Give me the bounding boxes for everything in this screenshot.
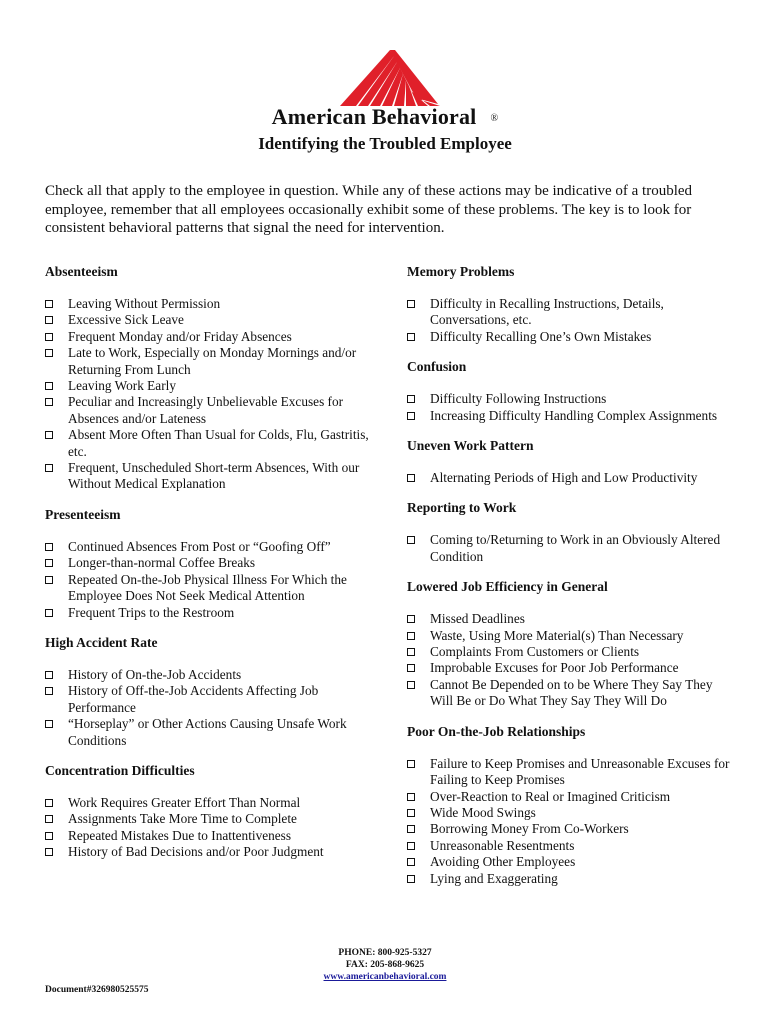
checklist-item (407, 854, 737, 870)
checkbox-icon[interactable] (407, 615, 415, 623)
checklist-item-label: Coming to/Returning to Work in an Obviously Altered Condition (430, 532, 721, 564)
checklist-item (407, 408, 737, 424)
checkbox-icon[interactable] (45, 398, 53, 406)
logo-name: American Behavioral (271, 104, 477, 129)
checkbox-icon[interactable] (45, 559, 53, 567)
right-column (407, 264, 737, 901)
checkbox-icon[interactable] (45, 815, 53, 823)
checkbox-icon[interactable] (45, 333, 53, 341)
section-heading: Concentration Difficulties (45, 762, 195, 778)
checklist-item-label: History of On-the-Job Accidents (68, 666, 242, 682)
checklist-item (407, 805, 737, 821)
checklist-item-label: Increasing Difficulty Handling Complex Assignments (430, 407, 718, 423)
checklist-item (407, 296, 737, 329)
checklist-item-label: Missed Deadlines (430, 611, 525, 627)
checklist-item-label: Avoiding Other Employees (430, 854, 576, 870)
intro-paragraph: Check all that apply to the employee in question. While any of these actions may be indicative of a troubled employee, remember that all employees occasionally exhibit some of these problems. The key is to look for consistent behavioral patterns that signal the need for intervention. (45, 183, 693, 236)
checkbox-icon[interactable] (45, 543, 53, 551)
phone-number: PHONE: 800-925-5327 (338, 948, 432, 958)
checkbox-icon[interactable] (45, 349, 53, 357)
checkbox-icon[interactable] (45, 832, 53, 840)
checkbox-icon[interactable] (407, 648, 415, 656)
checklist-item-label: Over-Reaction to Real or Imagined Criticism (430, 788, 671, 804)
checklist-item-label: Repeated Mistakes Due to Inattentiveness (68, 827, 292, 843)
checklist-item-label: Unreasonable Resentments (430, 837, 575, 853)
checklist-item-label: Difficulty Recalling One’s Own Mistakes (430, 328, 652, 344)
checklist-item-label: Work Requires Greater Effort Than Normal (68, 794, 301, 810)
checkbox-icon[interactable] (407, 681, 415, 689)
checklist (407, 470, 737, 486)
checkbox-icon[interactable] (407, 825, 415, 833)
checklist-item-label: Cannot Be Depended on to be Where They Say They Will Be or Do What They Say They Will Do (430, 676, 713, 709)
logo-mountain-icon (338, 48, 440, 106)
section-heading: Memory Problems (407, 264, 515, 279)
website-link[interactable]: www.americanbehavioral.com (323, 972, 447, 982)
checkbox-icon[interactable] (45, 848, 53, 856)
checklist-item-label: Late to Work, Especially on Monday Mornings and/or Returning From Lunch (68, 345, 357, 377)
checkbox-icon[interactable] (45, 687, 53, 695)
checklist-item (407, 838, 737, 854)
checklist-item-label: Longer-than-normal Coffee Breaks (68, 555, 256, 571)
checklist-item-label: Absent More Often Than Usual for Colds, Flu, Gastritis, etc. (68, 427, 369, 459)
checklist-item-label: Repeated On-the-Job Physical Illness For Which the Employee Does Not Seek Medical Attention (68, 571, 347, 604)
checklist-item (45, 427, 375, 460)
checklist-item (45, 795, 375, 811)
checklist-item (45, 844, 375, 860)
checklist-item (45, 811, 375, 827)
checklist-item-label: Borrowing Money From Co-Workers (430, 821, 629, 837)
checklist-item (407, 660, 737, 676)
checklist-item (45, 555, 375, 571)
checklist-item-label: Frequent, Unscheduled Short-term Absences, With our Without Medical Explanation (68, 460, 360, 492)
checkbox-icon[interactable] (45, 576, 53, 584)
checklist-section (45, 507, 375, 621)
checkbox-icon[interactable] (407, 300, 415, 308)
contact-footer (0, 947, 770, 983)
checklist-item (407, 329, 737, 345)
checklist-item-label: Assignments Take More Time to Complete (68, 811, 297, 827)
checklist (45, 667, 375, 749)
checklist-item-label: Difficulty in Recalling Instructions, Details, Conversations, etc. (430, 296, 664, 328)
checklist-item (45, 667, 375, 683)
checklist-section (407, 500, 737, 565)
section-heading: Poor On-the-Job Relationships (407, 723, 586, 739)
checklist-item (407, 391, 737, 407)
checklist-item (407, 628, 737, 644)
checklist-item (45, 605, 375, 621)
checklist-item-label: Waste, Using More Material(s) Than Necessary (430, 627, 684, 643)
checkbox-icon[interactable] (407, 760, 415, 768)
checkbox-icon[interactable] (407, 809, 415, 817)
checklist-section (45, 763, 375, 861)
checklist-item-label: Difficulty Following Instructions (430, 391, 607, 407)
checklist-item-label: Lying and Exaggerating (430, 870, 558, 886)
checklist (407, 611, 737, 709)
checkbox-icon[interactable] (45, 431, 53, 439)
checklist-item-label: Alternating Periods of High and Low Productivity (430, 470, 698, 486)
company-logo (0, 48, 770, 128)
checkbox-icon[interactable] (45, 609, 53, 617)
checkbox-icon[interactable] (407, 842, 415, 850)
checkbox-icon[interactable] (45, 720, 53, 728)
section-heading: Lowered Job Efficiency in General (407, 579, 608, 595)
checklist (407, 296, 737, 345)
checklist-item (45, 716, 375, 749)
checklist-item (45, 345, 375, 378)
checklist-item (407, 470, 737, 486)
checklist-section (407, 359, 737, 424)
checkbox-icon[interactable] (407, 875, 415, 883)
checklist-item (407, 821, 737, 837)
checkbox-icon[interactable] (407, 536, 415, 544)
checklist-section (407, 724, 737, 887)
checklist-section (407, 264, 737, 345)
document-number: Document#326980525575 (45, 985, 149, 995)
checklist-item-label: Frequent Monday and/or Friday Absences (68, 328, 292, 344)
section-heading: Reporting to Work (407, 500, 517, 516)
section-heading: High Accident Rate (45, 634, 158, 650)
checklist-item (407, 871, 737, 887)
checklist-item-label: “Horseplay” or Other Actions Causing Unsafe Work Conditions (68, 716, 347, 748)
checklist-item (45, 683, 375, 716)
checkbox-icon[interactable] (407, 474, 415, 482)
checklist-item-label: Continued Absences From Post or “Goofing Off” (68, 538, 331, 554)
section-heading: Absenteeism (45, 264, 118, 279)
checklist (407, 391, 737, 424)
registered-mark: ® (490, 113, 499, 125)
section-heading: Uneven Work Pattern (407, 438, 534, 454)
checkbox-icon[interactable] (45, 464, 53, 472)
fax-number: FAX: 205-868-9625 (345, 960, 425, 970)
checklist (45, 296, 375, 493)
checkbox-icon[interactable] (45, 799, 53, 807)
checkbox-icon[interactable] (45, 316, 53, 324)
left-column (45, 264, 375, 875)
checklist-item (45, 296, 375, 312)
checklist-item (407, 677, 737, 710)
checklist-item-label: Excessive Sick Leave (68, 312, 184, 328)
checkbox-icon[interactable] (45, 300, 53, 308)
checklist-section (407, 579, 737, 709)
checklist-item-label: Leaving Work Early (68, 378, 176, 394)
checklist-item (45, 828, 375, 844)
checklist-item (45, 539, 375, 555)
checkbox-icon[interactable] (407, 858, 415, 866)
checklist-item (45, 572, 375, 605)
checkbox-icon[interactable] (45, 671, 53, 679)
checklist-item-label: Improbable Excuses for Poor Job Performance (430, 660, 679, 676)
checklist-item (45, 378, 375, 394)
checklist-item-label: Failure to Keep Promises and Unreasonable Excuses for Failing to Keep Promises (430, 755, 730, 788)
checklist (407, 532, 737, 565)
section-heading: Presenteeism (45, 506, 121, 522)
checkbox-icon[interactable] (407, 333, 415, 341)
checklist-item (407, 532, 737, 565)
checklist-section (407, 438, 737, 486)
checklist-item (45, 394, 375, 427)
checkbox-icon[interactable] (407, 793, 415, 801)
checkbox-icon[interactable] (407, 395, 415, 403)
checklist-item (45, 312, 375, 328)
checklist-section (45, 264, 375, 493)
checkbox-icon[interactable] (407, 632, 415, 640)
checklist-item-label: Complaints From Customers or Clients (430, 644, 640, 660)
checklist-item (407, 611, 737, 627)
checklist-item-label: Peculiar and Increasingly Unbelievable Excuses for Absences and/or Lateness (68, 394, 344, 426)
checklist-item (45, 460, 375, 493)
checklist-item (407, 756, 737, 789)
section-heading: Confusion (407, 359, 467, 375)
checklist-item-label: History of Off-the-Job Accidents Affecting Job Performance (68, 683, 319, 715)
checkbox-icon[interactable] (407, 412, 415, 420)
checklist-item (407, 644, 737, 660)
document-title: Identifying the Troubled Employee (258, 134, 512, 153)
checklist-item-label: History of Bad Decisions and/or Poor Judgment (68, 844, 324, 860)
checklist-item (407, 789, 737, 805)
checklist-item (45, 329, 375, 345)
checklist-item-label: Leaving Without Permission (68, 296, 221, 311)
checkbox-icon[interactable] (407, 664, 415, 672)
checklist-item-label: Wide Mood Swings (430, 804, 536, 820)
checklist-section (45, 635, 375, 749)
checklist (45, 795, 375, 861)
checklist-item-label: Frequent Trips to the Restroom (68, 604, 235, 620)
checklist (45, 539, 375, 621)
checkbox-icon[interactable] (45, 382, 53, 390)
checklist (407, 756, 737, 887)
